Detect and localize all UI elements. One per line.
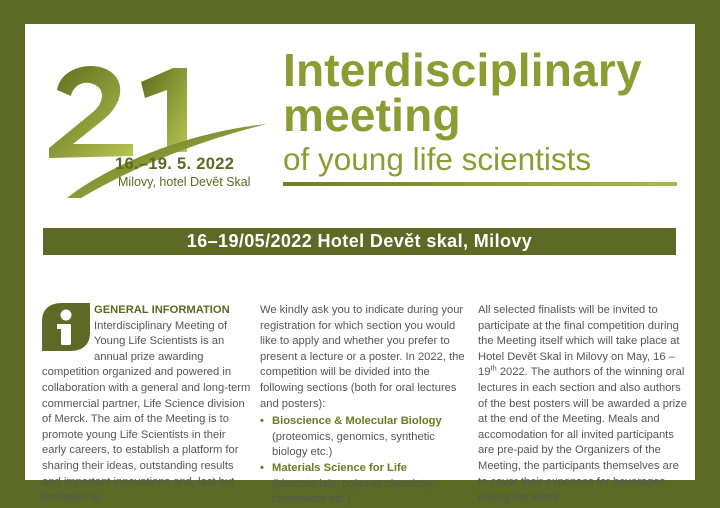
section-title: Materials Science for Life xyxy=(272,461,407,474)
finalists-column xyxy=(478,303,688,506)
logo-date: 16.–19. 5. 2022 xyxy=(115,155,235,173)
section-item xyxy=(260,414,470,461)
title-line-1: Interdisciplinary xyxy=(283,44,642,96)
ordinal-suffix: th xyxy=(490,363,497,373)
general-information-column xyxy=(42,303,252,506)
title-line-2: meeting xyxy=(283,89,461,141)
logo-digit-one xyxy=(141,68,187,152)
logo-venue: Milovy, hotel Devět Skal xyxy=(118,175,251,189)
bullet-icon: • xyxy=(260,461,264,474)
title-underline xyxy=(283,182,677,186)
section-item xyxy=(260,461,470,508)
section-title: Bioscience & Molecular Biology xyxy=(272,415,442,428)
bullet-icon: • xyxy=(260,415,264,428)
finalists-text-start: All selected finalists will be invited to participate at the final competition during the Meeting itself which will take place at Hotel Devět Skal in Milovy on May, 16 – 19 xyxy=(478,304,680,379)
general-information-heading: GENERAL INFORMATION xyxy=(94,304,230,316)
logo-digit-two xyxy=(49,66,133,158)
event-banner: 16–19/05/2022 Hotel Devět skal, Milovy xyxy=(43,228,676,255)
finalists-text-end: 2022. The authors of the winning oral lectures in each section and also authors of the best posters will be awarded a prize at the end of the Meeting. Meals and accomodation for all invited participants are pre-paid by the Organizers of the Meeting, the participants themselves are to cover their expenses for beverages during the event xyxy=(478,366,687,504)
section-description: (proteomics, genomics, synthetic biology etc.) xyxy=(272,430,435,459)
poster-page xyxy=(25,24,695,506)
general-information-text: Interdisciplinary Meeting of Young Life Scientists is an annual prize awarding competition organized and powered in collaboration with a general and long-term commercial partner, Life Science division of Merck. The aim of the Meeting is to promote young Life Scientists in their early careers, to establish a platform for sharing their ideas, outstanding results and important innovations and, last but not least, to xyxy=(42,319,251,504)
sections-intro: We kindly ask you to indicate during your registration for which section you would like to apply and whether you prefer to present a lecture or a poster. In 2022, the competition will be divided into the following sections (both for oral lectures and posters): xyxy=(260,304,465,410)
sections-column xyxy=(260,303,470,508)
section-description: (biomaterials, polymer chemistry, biosensors etc.) xyxy=(272,477,436,506)
sections-list xyxy=(260,414,470,508)
title-line-3: of young life scientists xyxy=(283,141,592,177)
